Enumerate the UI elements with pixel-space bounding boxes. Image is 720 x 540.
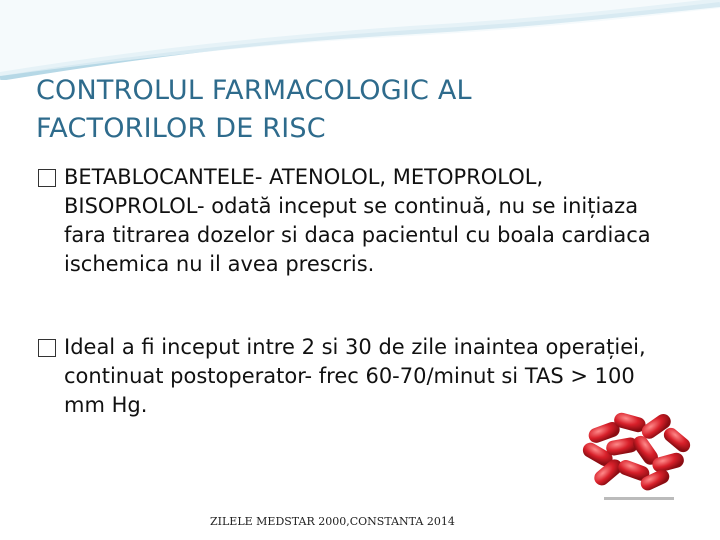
- bullet-item: [38, 163, 678, 279]
- slide-title: [36, 72, 676, 148]
- decorative-wave: [0, 0, 720, 80]
- title-line-1: CONTROLUL FARMACOLOGIC AL: [36, 75, 472, 106]
- title-line-2: FACTORILOR DE RISC: [36, 113, 326, 144]
- red-pills-image: [578, 405, 700, 505]
- missing-glyph-icon: [38, 339, 56, 357]
- image-caption-line: [604, 497, 674, 500]
- bullet-text: BETABLOCANTELE- ATENOLOL, METOPROLOL, BISOPROLOL- odată inceput se continuă, nu se inițiaza fara titrarea dozelor si daca pacientul cu boala cardiaca ischemica nu il avea prescris.: [64, 165, 651, 276]
- slide-footer: ZILELE MEDSTAR 2000,CONSTANTA 2014: [210, 515, 455, 528]
- bullet-list: [38, 163, 678, 420]
- bullet-text: Ideal a fi inceput intre 2 si 30 de zile inaintea operației, continuat postoperator- frec 60-70/minut si TAS > 100 mm Hg.: [64, 335, 646, 417]
- missing-glyph-icon: [38, 169, 56, 187]
